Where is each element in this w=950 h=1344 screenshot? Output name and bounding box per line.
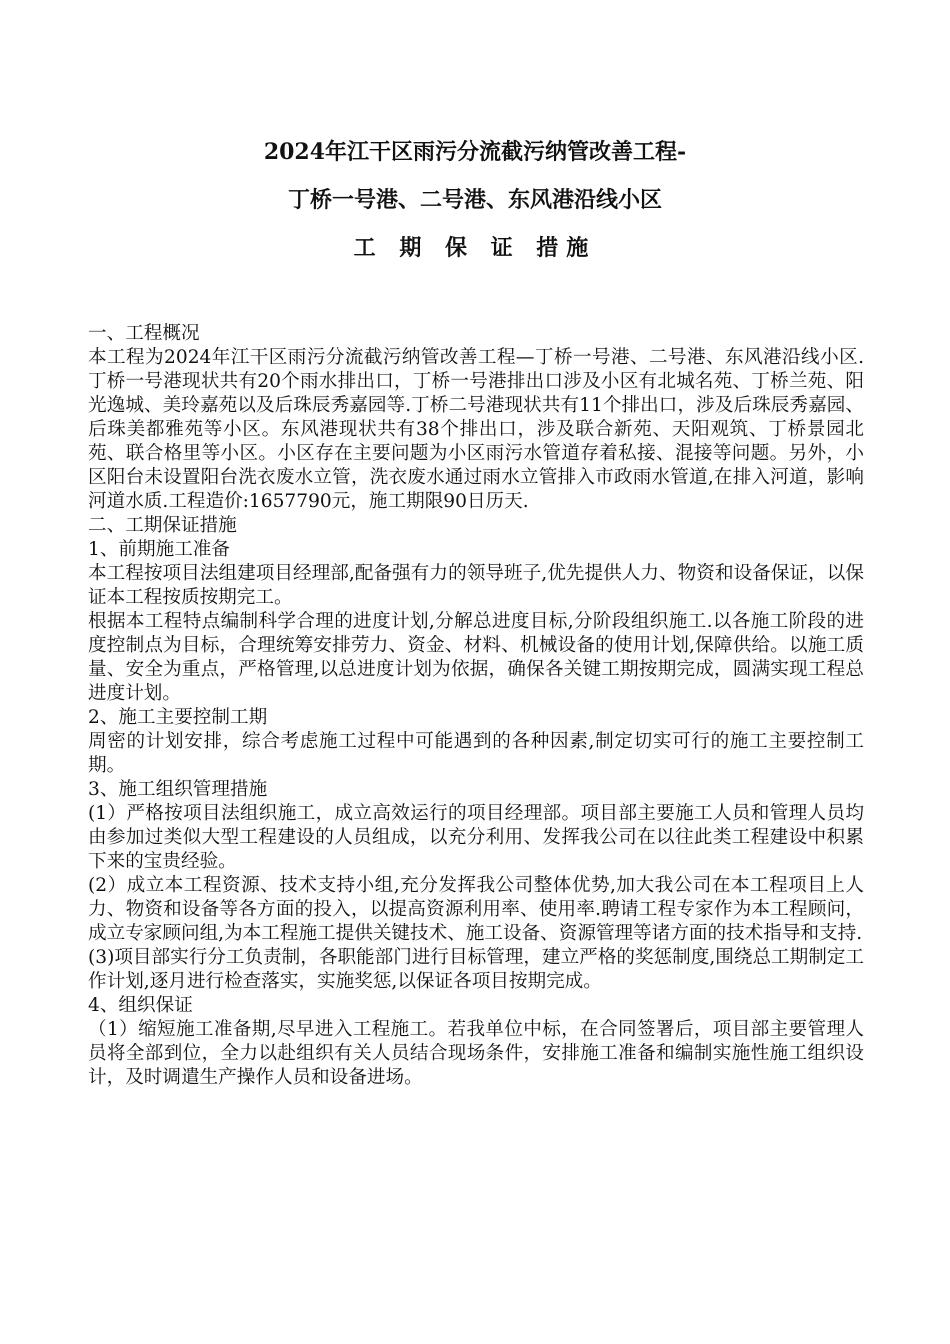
document-title-block bbox=[0, 128, 950, 272]
subheading-preparation: 1、前期施工准备 bbox=[88, 539, 230, 560]
subheading-organization-management: 3、施工组织管理措施 bbox=[88, 779, 268, 800]
document-title-line-1: 2024年江干区雨污分流截污纳管改善工程- bbox=[263, 139, 687, 165]
document-title-line-2: 丁桥一号港、二号港、东风港沿线小区 bbox=[287, 187, 662, 213]
paragraph-preparation-1: 本工程按项目法组建项目经理部,配备强有力的领导班子,优先提供人力、物资和设备保证，以保证本工程按质按期完工。 bbox=[88, 563, 864, 608]
section-heading-measures: 二、工期保证措施 bbox=[88, 515, 237, 536]
paragraph-management-3: (3)项目部实行分工负责制，各职能部门进行目标管理，建立严格的奖惩制度,围绕总工期制定工作计划,逐月进行检查落实，实施奖惩,以保证各项目按期完成。 bbox=[88, 947, 865, 992]
document-body bbox=[88, 322, 864, 1090]
section-heading-overview: 一、工程概况 bbox=[88, 323, 200, 344]
paragraph-management-1: (1）严格按项目法组织施工，成立高效运行的项目经理部。项目部主要施工人员和管理人员均由参加过类似大型工程建设的人员组成，以充分利用、发挥我公司在以往此类工程建设中积累下来的宝贵经验。 bbox=[88, 803, 864, 872]
subheading-control-period: 2、施工主要控制工期 bbox=[88, 707, 268, 728]
paragraph-management-2: (2）成立本工程资源、技术支持小组,充分发挥我公司整体优势,加大我公司在本工程项目上人力、物资和设备等各方面的投入，以提高资源利用率、使用率.聘请工程专家作为本工程顾问，成立专家顾问组,为本工程施工提供关键技术、施工设备、资源管理等诸方面的技术指导和支持. bbox=[88, 875, 864, 944]
paragraph-control-period: 周密的计划安排，综合考虑施工过程中可能遇到的各种因素,制定切实可行的施工主要控制工期。 bbox=[88, 731, 864, 776]
document-title-line-3: 工 期 保 证 措施 bbox=[353, 235, 597, 261]
paragraph-overview: 本工程为2024年江干区雨污分流截污纳管改善工程—丁桥一号港、二号港、东风港沿线小区.丁桥一号港现状共有20个雨水排出口，丁桥一号港排出口涉及小区有北城名苑、丁桥兰苑、阳光逸城、美玲嘉苑以及后珠辰秀嘉园等.丁桥二号港现状共有11个排出口，涉及后珠辰秀嘉园、后珠美都雅苑等小区。东风港现状共有38个排出口，涉及联合新苑、天阳观筑、丁桥景园北苑、联合格里等小区。小区存在主要问题为小区雨污水管道存着私接、混接等问题。另外，小区阳台未设置阳台洗衣废水立管，洗衣废水通过雨水立管排入市政雨水管道,在排入河道，影响河道水质.工程造价:1657790元，施工期限90日历天. bbox=[88, 347, 864, 512]
paragraph-preparation-2: 根据本工程特点编制科学合理的进度计划,分解总进度目标,分阶段组织施工.以各施工阶段的进度控制点为目标，合理统筹安排劳力、资金、材料、机械设备的使用计划,保障供给。以施工质量、安全为重点，严格管理,以总进度计划为依据，确保各关键工期按期完成，圆满实现工程总进度计划。 bbox=[88, 611, 864, 704]
paragraph-guarantee-1: （1）缩短施工准备期,尽早进入工程施工。若我单位中标，在合同签署后，项目部主要管理人员将全部到位，全力以赴组织有关人员结合现场条件，安排施工准备和编制实施性施工组织设计，及时调遣生产操作人员和设备进场。 bbox=[88, 1019, 864, 1088]
subheading-organization-guarantee: 4、组织保证 bbox=[88, 995, 193, 1016]
